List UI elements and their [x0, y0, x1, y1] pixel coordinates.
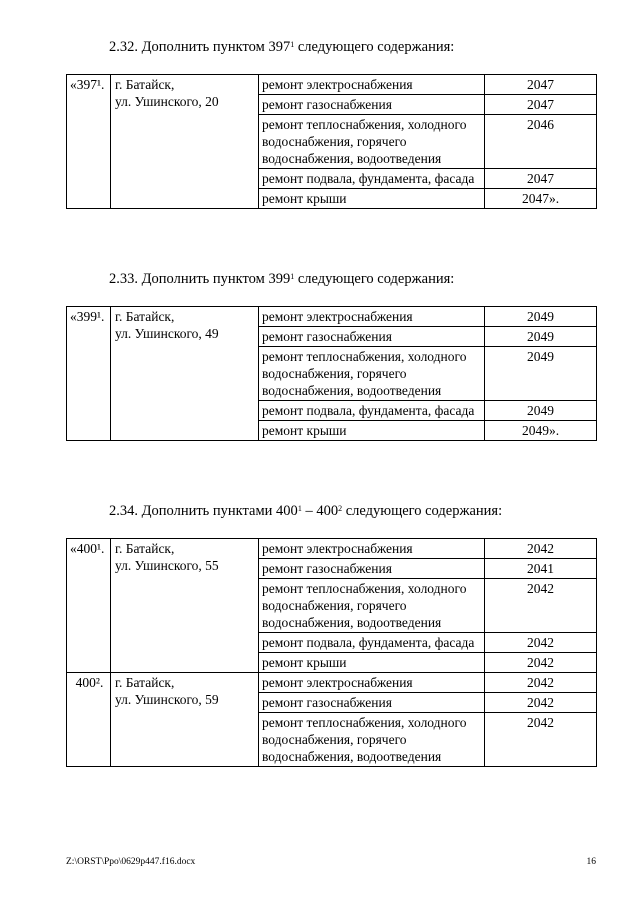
footer-file-path: Z:\ORST\Ppo\0629p447.f16.docx	[66, 857, 196, 867]
address-city: г. Батайск,	[115, 541, 175, 556]
section-heading-2-33	[109, 270, 454, 288]
section-heading-2-32	[109, 38, 454, 56]
table-items-400	[66, 538, 597, 767]
address-street: ул. Ушинского, 20	[115, 94, 219, 109]
work-year: 2042	[485, 633, 597, 653]
heading-superscript: 1	[290, 40, 295, 49]
work-type: ремонт теплоснабжения, холодного водоснабжения, горячего водоснабжения, водоотведения	[259, 115, 485, 169]
work-type: ремонт газоснабжения	[259, 693, 485, 713]
work-year: 2042	[485, 693, 597, 713]
item-number: 400².	[67, 673, 111, 767]
work-type: ремонт газоснабжения	[259, 95, 485, 115]
item-address	[111, 75, 259, 209]
heading-text: 2.33. Дополнить пунктом 399	[109, 271, 291, 287]
section-heading-2-34	[109, 502, 502, 520]
work-type: ремонт крыши	[259, 421, 485, 441]
table-row	[67, 75, 597, 95]
work-year: 2049».	[485, 421, 597, 441]
heading-text: 2.32. Дополнить пунктом 397	[109, 39, 291, 55]
table-row	[67, 307, 597, 327]
work-type: ремонт теплоснабжения, холодного водоснабжения, горячего водоснабжения, водоотведения	[259, 579, 485, 633]
work-year: 2041	[485, 559, 597, 579]
work-type: ремонт подвала, фундамента, фасада	[259, 633, 485, 653]
work-year: 2047	[485, 95, 597, 115]
heading-text: следующего содержания:	[342, 503, 503, 519]
work-type: ремонт теплоснабжения, холодного водоснабжения, горячего водоснабжения, водоотведения	[259, 713, 485, 767]
work-type: ремонт электроснабжения	[259, 673, 485, 693]
work-year: 2042	[485, 539, 597, 559]
item-address	[111, 539, 259, 673]
item-address	[111, 307, 259, 441]
footer-page-number: 16	[586, 857, 596, 867]
work-type: ремонт газоснабжения	[259, 327, 485, 347]
address-city: г. Батайск,	[115, 675, 175, 690]
work-type: ремонт газоснабжения	[259, 559, 485, 579]
work-type: ремонт подвала, фундамента, фасада	[259, 169, 485, 189]
work-year: 2049	[485, 307, 597, 327]
heading-superscript: 2	[338, 504, 343, 513]
work-year: 2042	[485, 579, 597, 633]
address-street: ул. Ушинского, 59	[115, 692, 219, 707]
table-row	[67, 539, 597, 559]
heading-superscript: 1	[290, 272, 295, 281]
work-type: ремонт подвала, фундамента, фасада	[259, 401, 485, 421]
work-type: ремонт теплоснабжения, холодного водоснабжения, горячего водоснабжения, водоотведения	[259, 347, 485, 401]
work-type: ремонт крыши	[259, 189, 485, 209]
work-year: 2049	[485, 401, 597, 421]
work-year: 2046	[485, 115, 597, 169]
item-number: «399¹.	[67, 307, 111, 441]
heading-text: 2.34. Дополнить пунктами 400	[109, 503, 298, 519]
heading-superscript: 1	[297, 504, 302, 513]
work-type: ремонт электроснабжения	[259, 539, 485, 559]
heading-text: следующего содержания:	[294, 39, 455, 55]
heading-text: следующего содержания:	[294, 271, 455, 287]
work-type: ремонт крыши	[259, 653, 485, 673]
item-address	[111, 673, 259, 767]
work-year: 2042	[485, 673, 597, 693]
work-year: 2042	[485, 653, 597, 673]
work-year: 2042	[485, 713, 597, 767]
work-year: 2049	[485, 347, 597, 401]
work-type: ремонт электроснабжения	[259, 75, 485, 95]
heading-text: – 400	[301, 503, 339, 519]
address-city: г. Батайск,	[115, 309, 175, 324]
work-year: 2047	[485, 169, 597, 189]
address-street: ул. Ушинского, 49	[115, 326, 219, 341]
address-city: г. Батайск,	[115, 77, 175, 92]
table-row	[67, 673, 597, 693]
table-item-399-1	[66, 306, 597, 441]
work-year: 2047».	[485, 189, 597, 209]
item-number: «397¹.	[67, 75, 111, 209]
table-item-397-1	[66, 74, 597, 209]
work-year: 2049	[485, 327, 597, 347]
address-street: ул. Ушинского, 55	[115, 558, 219, 573]
work-type: ремонт электроснабжения	[259, 307, 485, 327]
item-number: «400¹.	[67, 539, 111, 673]
work-year: 2047	[485, 75, 597, 95]
